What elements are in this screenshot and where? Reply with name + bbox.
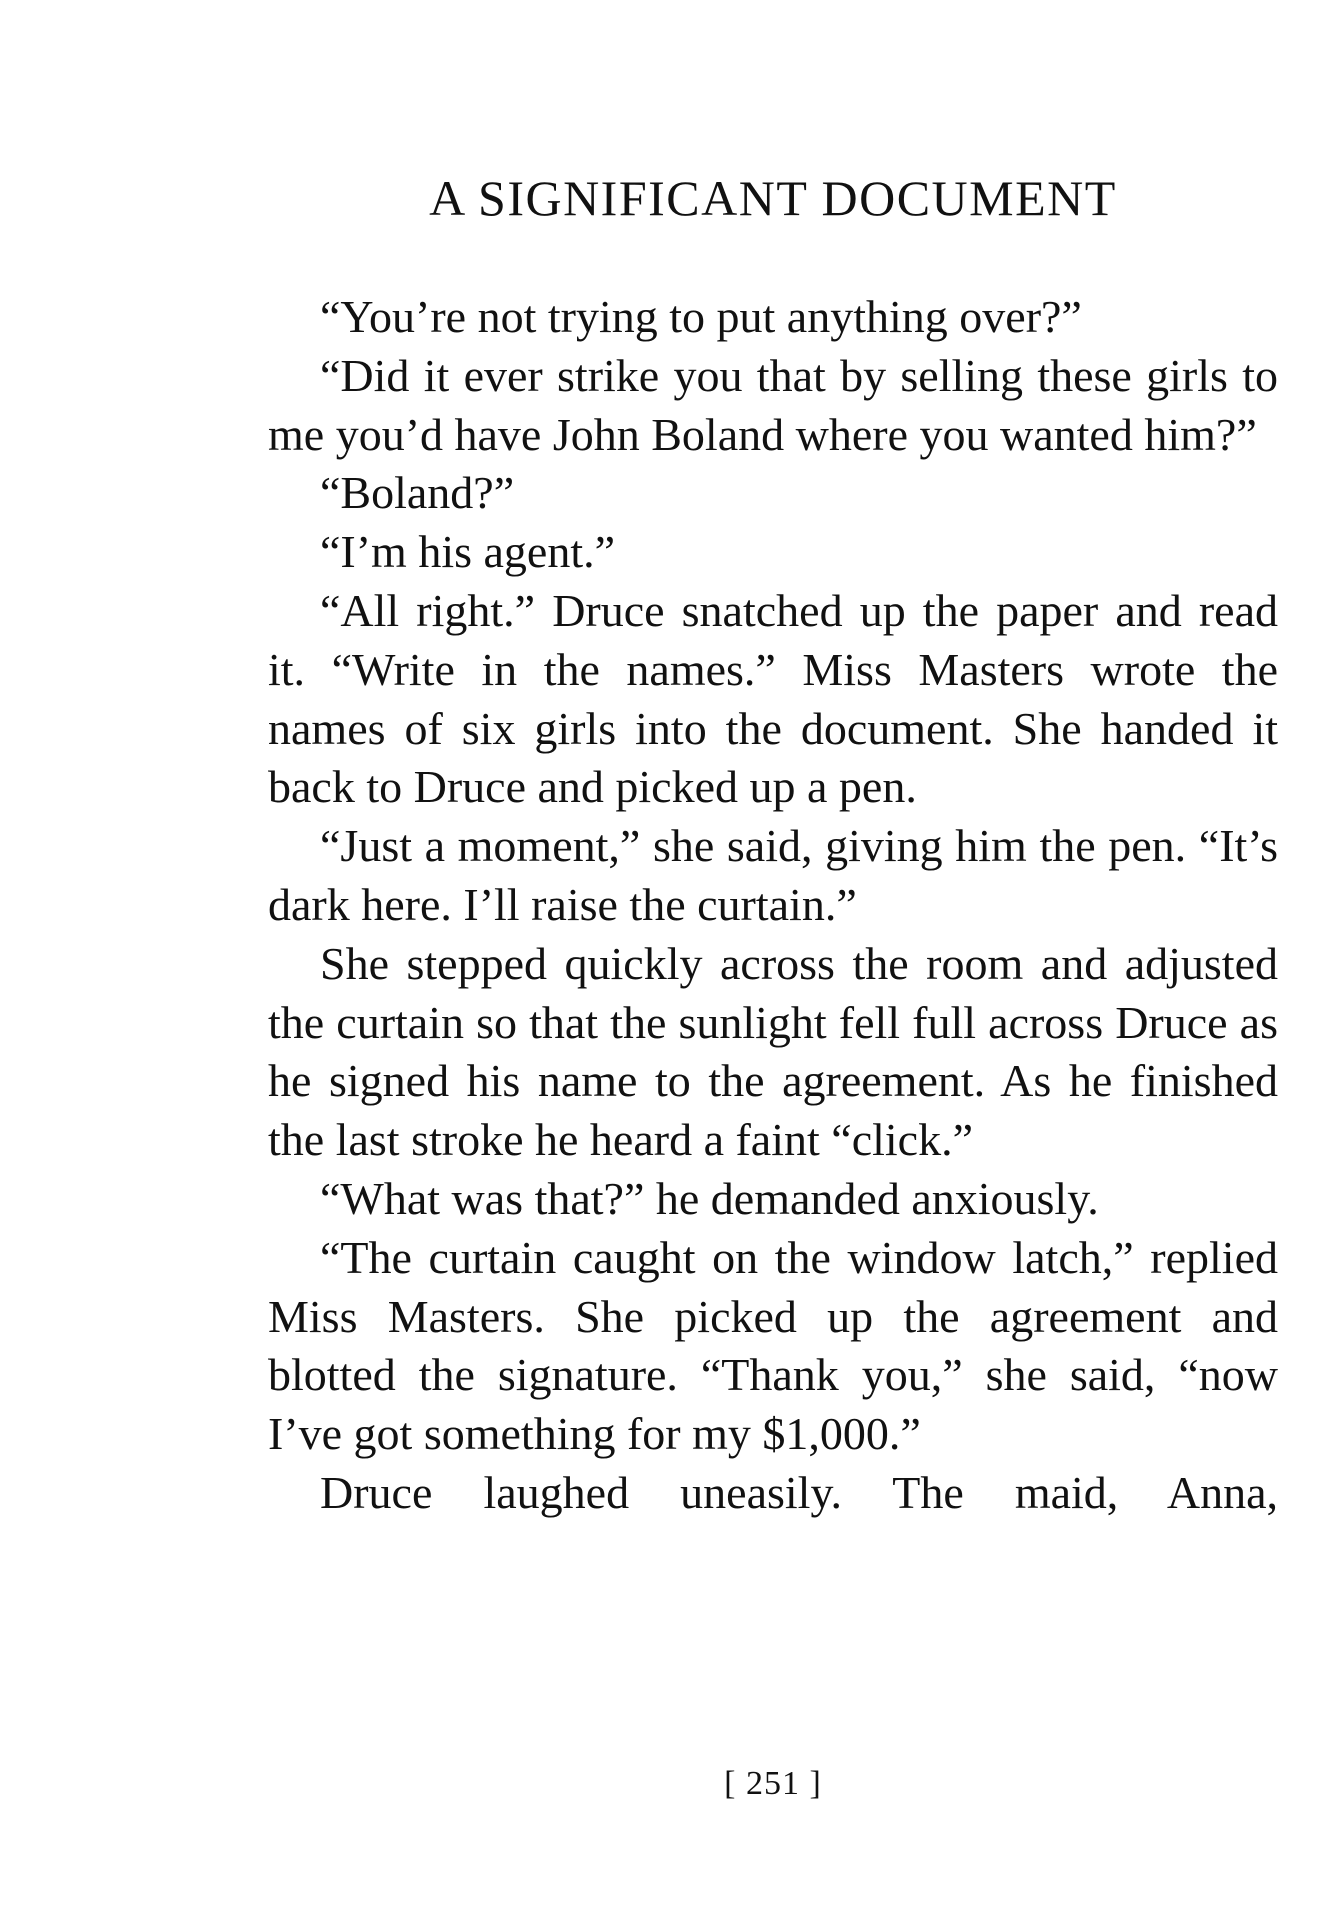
paragraph-5: “All right.” Druce snatched up the paper and read it. “Write in the names.” Miss Masters wrote the names of six girls into the document. She handed it back to Druce and picked up a pen.: [268, 584, 1278, 813]
body-text: [268, 288, 1278, 1523]
page-number: [ 251 ]: [724, 1765, 822, 1802]
paragraph-6: “Just a moment,” she said, giving him the pen. “It’s dark here. I’ll raise the curtain.”: [268, 820, 1278, 930]
paragraph-3: “Boland?”: [320, 467, 515, 519]
paragraph-8: “What was that?” he demanded anxiously.: [320, 1172, 1099, 1224]
paragraph-9: “The curtain caught on the window latch,” replied Miss Masters. She picked up the agreement and blotted the signature. “Thank you,” she said, “now I’ve got something for my $1,000.”: [268, 1231, 1278, 1460]
paragraph-4: “I’m his agent.”: [320, 526, 616, 578]
running-head: A SIGNIFICANT DOCUMENT: [429, 170, 1117, 226]
paragraph-7: She stepped quickly across the room and adjusted the curtain so that the sunlight fell full across Druce as he signed his name to the agreement. As he finished the last stroke he heard a faint “click.”: [268, 937, 1278, 1166]
paragraph-10: Druce laughed uneasily. The maid, Anna,: [320, 1466, 1278, 1518]
paragraph-2: “Did it ever strike you that by selling these girls to me you’d have John Boland where you wanted him?”: [268, 349, 1278, 460]
paragraph-1: “You’re not trying to put anything over?”: [320, 291, 1082, 342]
